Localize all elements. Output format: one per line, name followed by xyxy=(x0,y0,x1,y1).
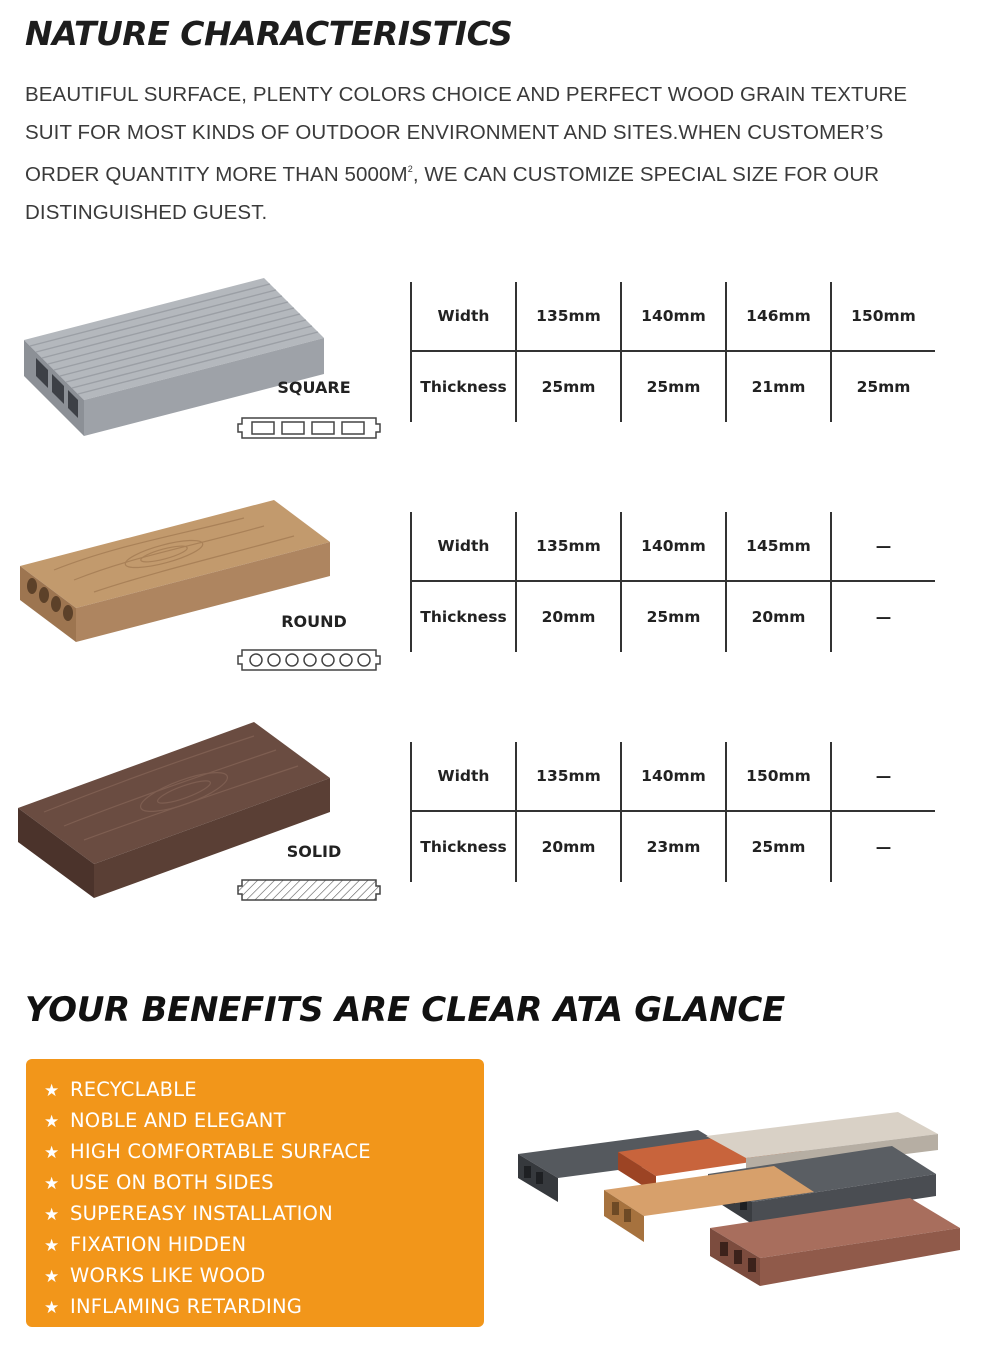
profile-label-square: SQUARE xyxy=(277,378,351,397)
table-cell: 25mm xyxy=(620,352,725,422)
board-stack-image xyxy=(512,1110,972,1320)
table-cell: 140mm xyxy=(620,282,725,352)
table-cell: 25mm xyxy=(725,812,830,882)
list-item xyxy=(44,1199,484,1230)
star-icon: ★ xyxy=(44,1081,60,1101)
nature-description xyxy=(25,76,975,231)
star-icon: ★ xyxy=(44,1112,60,1132)
table-cell: 150mm xyxy=(830,282,935,352)
list-item xyxy=(44,1261,484,1292)
row-label-thickness: Thickness xyxy=(410,582,515,652)
benefits-panel xyxy=(26,1059,484,1327)
table-cell: 21mm xyxy=(725,352,830,422)
benefit-text: WORKS LIKE WOOD xyxy=(70,1264,266,1287)
benefit-text: RECYCLABLE xyxy=(70,1078,197,1101)
profile-label-round: ROUND xyxy=(281,612,347,631)
profile-label-solid: SOLID xyxy=(286,842,342,861)
row-label-thickness: Thickness xyxy=(410,352,515,422)
list-item xyxy=(44,1292,484,1323)
star-icon: ★ xyxy=(44,1267,60,1287)
product-row-square xyxy=(0,278,1000,458)
table-cell: 20mm xyxy=(725,582,830,652)
star-icon: ★ xyxy=(44,1174,60,1194)
nature-line-3 xyxy=(25,151,975,194)
list-item xyxy=(44,1168,484,1199)
spec-table-round xyxy=(410,512,935,652)
table-cell: — xyxy=(830,812,935,882)
list-item xyxy=(44,1075,484,1106)
table-cell: 25mm xyxy=(515,352,620,422)
benefit-text: FIXATION HIDDEN xyxy=(70,1233,247,1256)
table-cell: 140mm xyxy=(620,512,725,582)
benefits-title: YOUR BENEFITS ARE CLEAR ATA GLANCE xyxy=(25,990,785,1030)
product-row-solid xyxy=(0,722,1000,902)
nature-line-1: BEAUTIFUL SURFACE, PLENTY COLORS CHOICE AND PERFECT WOOD GRAIN TEXTURE xyxy=(25,83,908,106)
square-profile-icon xyxy=(236,414,382,442)
benefit-text: HIGH COMFORTABLE SURFACE xyxy=(70,1140,371,1163)
table-cell: 25mm xyxy=(830,352,935,422)
table-cell: 20mm xyxy=(515,812,620,882)
row-label-width: Width xyxy=(410,742,515,812)
table-cell: — xyxy=(830,512,935,582)
round-profile-icon xyxy=(236,646,382,674)
table-cell: 140mm xyxy=(620,742,725,812)
star-icon: ★ xyxy=(44,1143,60,1163)
table-cell: — xyxy=(830,742,935,812)
nature-line-2: SUIT FOR MOST KINDS OF OUTDOOR ENVIRONMENT AND SITES.WHEN CUSTOMER’S xyxy=(25,120,884,144)
table-cell: 25mm xyxy=(620,582,725,652)
list-item xyxy=(44,1230,484,1261)
table-cell: 135mm xyxy=(515,282,620,352)
row-label-width: Width xyxy=(410,282,515,352)
list-item xyxy=(44,1137,484,1168)
table-cell: 20mm xyxy=(515,582,620,652)
row-label-thickness: Thickness xyxy=(410,812,515,882)
nature-title: NATURE CHARACTERISTICS xyxy=(25,14,513,53)
superscript: 2 xyxy=(407,164,413,174)
nature-line-4: DISTINGUISHED GUEST. xyxy=(25,200,268,224)
product-row-round xyxy=(0,496,1000,676)
table-cell: 135mm xyxy=(515,742,620,812)
star-icon: ★ xyxy=(44,1236,60,1256)
nature-line-3b: , WE CAN CUSTOMIZE SPECIAL SIZE FOR OUR xyxy=(412,163,880,186)
table-cell: 150mm xyxy=(725,742,830,812)
spec-table-solid xyxy=(410,742,935,882)
row-label-width: Width xyxy=(410,512,515,582)
table-cell: 146mm xyxy=(725,282,830,352)
table-cell: 23mm xyxy=(620,812,725,882)
star-icon: ★ xyxy=(44,1298,60,1318)
nature-line-3a: ORDER QUANTITY MORE THAN 5000M xyxy=(25,163,408,186)
table-cell: 135mm xyxy=(515,512,620,582)
benefit-text: USE ON BOTH SIDES xyxy=(70,1171,274,1194)
benefit-text: NOBLE AND ELEGANT xyxy=(70,1109,286,1132)
solid-profile-icon xyxy=(236,876,382,904)
table-cell: 145mm xyxy=(725,512,830,582)
benefit-text: SUPEREASY INSTALLATION xyxy=(70,1202,333,1225)
star-icon: ★ xyxy=(44,1205,60,1225)
table-cell: — xyxy=(830,582,935,652)
spec-table-square xyxy=(410,282,935,422)
benefit-text: INFLAMING RETARDING xyxy=(70,1295,303,1318)
list-item xyxy=(44,1106,484,1137)
